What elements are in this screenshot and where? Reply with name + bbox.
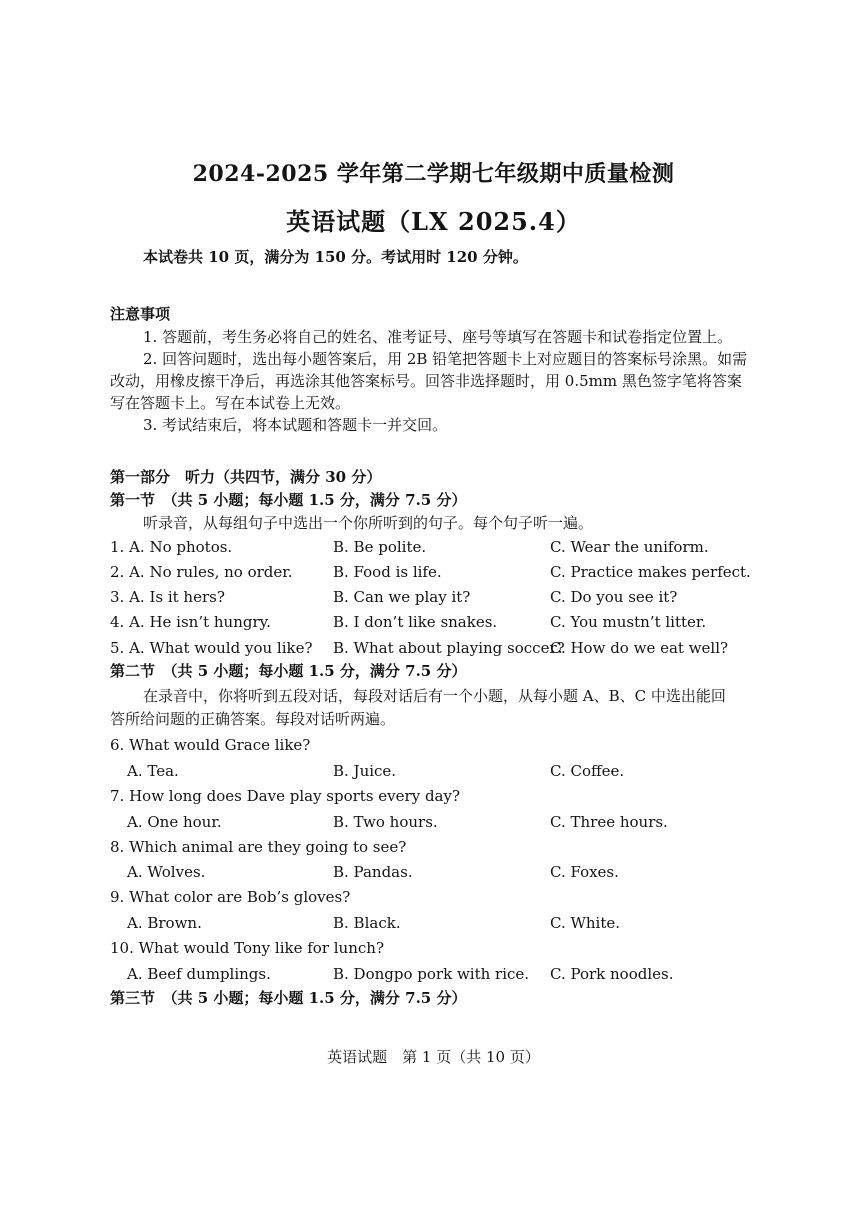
q6-option-c: C. Coffee. (550, 762, 625, 780)
q8-stem: 8. Which animal are they going to see? (110, 838, 407, 856)
q6-option-b: B. Juice. (333, 762, 397, 780)
notice-item-2: 2. 回答问题时，选出每小题答案后，用 2B 铅笔把答题卡上对应题目的答案标号涂黑。如需 (143, 350, 748, 368)
q10-stem: 10. What would Tony like for lunch? (110, 939, 384, 957)
section2-heading: 第二节 （共 5 小题；每小题 1.5 分，满分 7.5 分） (110, 662, 467, 680)
q1-option-a: 1. A. No photos. (110, 538, 233, 556)
q1-option-b: B. Be polite. (333, 538, 427, 556)
q9-option-b: B. Black. (333, 914, 401, 932)
q9-stem: 9. What color are Bob’s gloves? (110, 888, 351, 906)
q3-option-a: 3. A. Is it hers? (110, 588, 225, 606)
notice-item-2-cont: 改动，用橡皮擦干净后，再选涂其他答案标号。回答非选择题时，用 0.5mm 黑色签字笔将答案 (110, 372, 742, 390)
notice-heading: 注意事项 (110, 305, 171, 323)
q9-option-c: C. White. (550, 914, 621, 932)
q5-option-b: B. What about playing soccer? (333, 639, 565, 657)
q10-option-a: A. Beef dumplings. (127, 965, 271, 983)
section1-instruction: 听录音，从每组句子中选出一个你所听到的句子。每个句子听一遍。 (143, 514, 594, 532)
q8-option-a: A. Wolves. (127, 863, 206, 881)
section2-instruction: 在录音中，你将听到五段对话，每段对话后有一个小题，从每小题 A、B、C 中选出能回 (143, 687, 726, 705)
q9-option-a: A. Brown. (127, 914, 202, 932)
q8-option-c: C. Foxes. (550, 863, 619, 881)
q7-option-b: B. Two hours. (333, 813, 438, 831)
page-footer: 英语试题 第 1 页（共 10 页） (327, 1048, 540, 1066)
q4-option-c: C. You mustn’t litter. (550, 613, 707, 631)
q4-option-a: 4. A. He isn’t hungry. (110, 613, 271, 631)
q7-option-c: C. Three hours. (550, 813, 668, 831)
q6-stem: 6. What would Grace like? (110, 736, 311, 754)
q6-option-a: A. Tea. (127, 762, 179, 780)
q7-stem: 7. How long does Dave play sports every day? (110, 787, 461, 805)
q3-option-b: B. Can we play it? (333, 588, 471, 606)
q4-option-b: B. I don’t like snakes. (333, 613, 498, 631)
section1-heading: 第一节 （共 5 小题；每小题 1.5 分，满分 7.5 分） (110, 491, 467, 509)
q2-option-b: B. Food is life. (333, 563, 442, 581)
q5-option-c: C. How do we eat well? (550, 639, 729, 657)
q7-option-a: A. One hour. (127, 813, 222, 831)
exam-intro: 本试卷共 10 页，满分为 150 分。考试用时 120 分钟。 (143, 248, 528, 266)
q5-option-a: 5. A. What would you like? (110, 639, 313, 657)
notice-item-1: 1. 答题前，考生务必将自己的姓名、准考证号、座号等填写在答题卡和试卷指定位置上。 (143, 328, 733, 346)
q3-option-c: C. Do you see it? (550, 588, 678, 606)
section2-instruction-cont: 答所给问题的正确答案。每段对话听两遍。 (110, 710, 396, 728)
notice-item-3: 3. 考试结束后，将本试题和答题卡一并交回。 (143, 416, 448, 434)
q8-option-b: B. Pandas. (333, 863, 413, 881)
notice-item-2-end: 写在答题卡上。写在本试卷上无效。 (110, 394, 351, 412)
q10-option-c: C. Pork noodles. (550, 965, 674, 983)
exam-title: 2024-2025 学年第二学期七年级期中质量检测 (192, 161, 675, 187)
part1-heading: 第一部分 听力（共四节，满分 30 分） (110, 468, 382, 486)
section3-heading: 第三节 （共 5 小题；每小题 1.5 分，满分 7.5 分） (110, 989, 467, 1007)
q2-option-a: 2. A. No rules, no order. (110, 563, 293, 581)
q10-option-b: B. Dongpo pork with rice. (333, 965, 530, 983)
exam-subtitle: 英语试题（LX 2025.4） (286, 207, 581, 236)
q1-option-c: C. Wear the uniform. (550, 538, 709, 556)
q2-option-c: C. Practice makes perfect. (550, 563, 751, 581)
